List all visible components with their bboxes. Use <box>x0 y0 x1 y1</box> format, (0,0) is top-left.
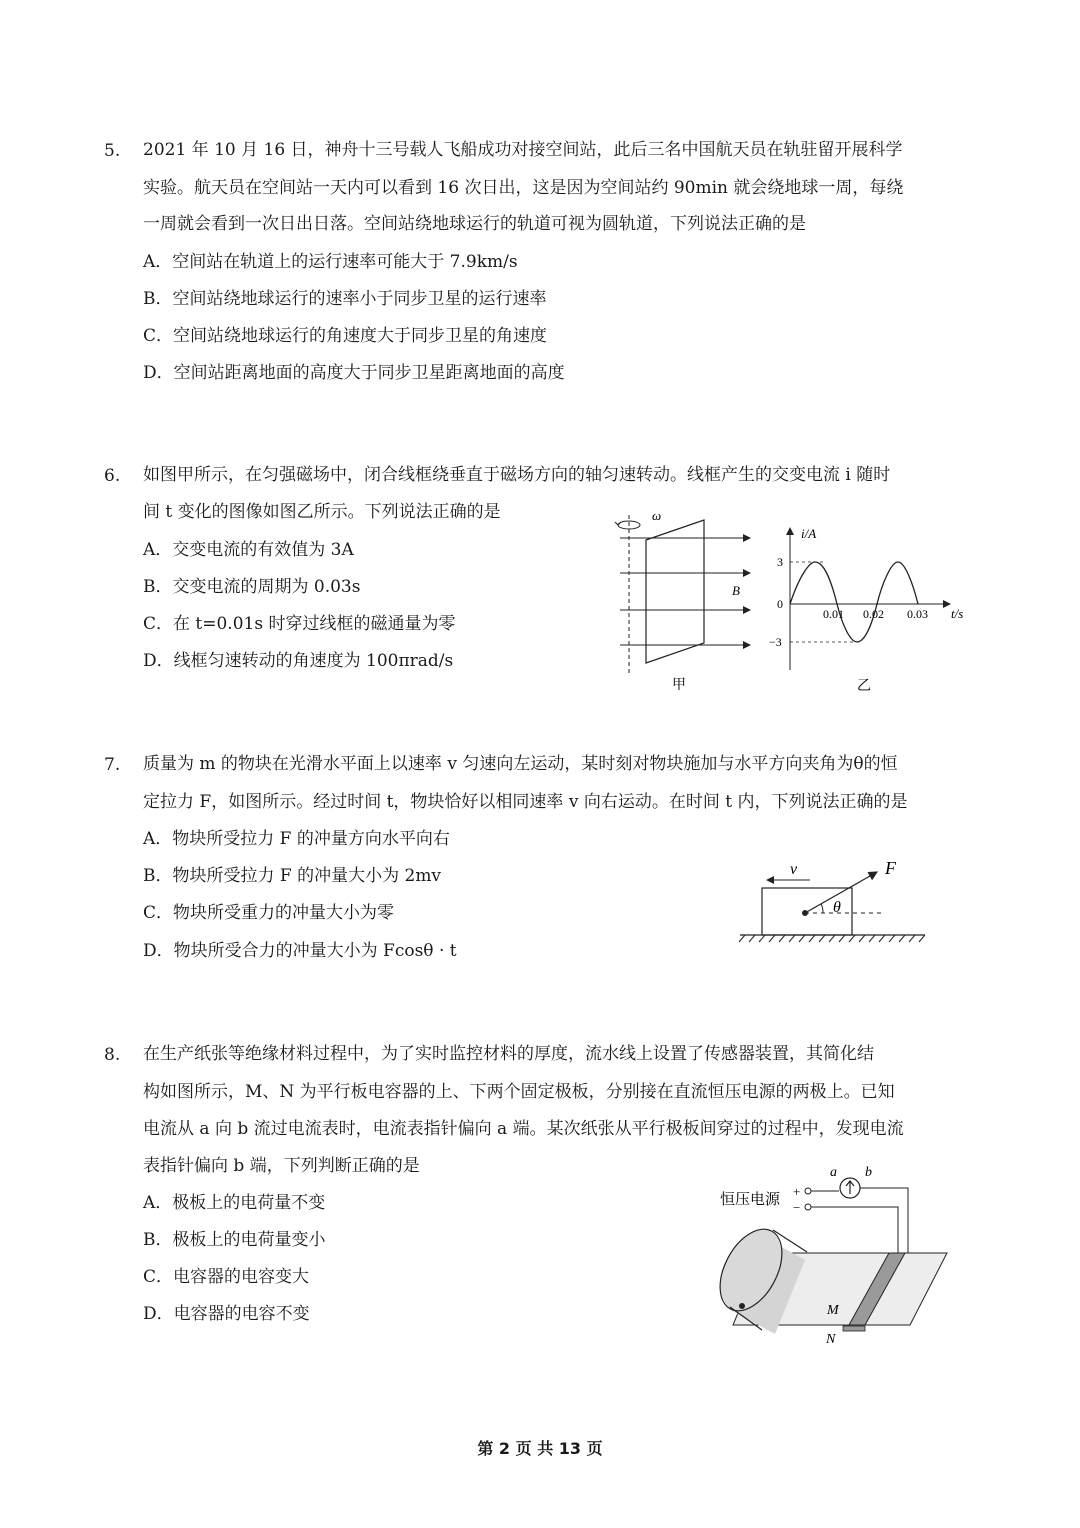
question-8-option-d[interactable]: D．电容器的电容不变 <box>143 1304 310 1324</box>
question-6-option-a[interactable]: A．交变电流的有效值为 3A <box>143 540 354 560</box>
question-5-stem-line-1: 2021 年 10 月 16 日，神舟十三号载人飞船成功对接空间站，此后三名中国航天员在轨驻留开展科学 <box>143 140 903 160</box>
question-8-number: 8. <box>104 1045 121 1065</box>
question-8-option-a[interactable]: A．极板上的电荷量不变 <box>143 1193 326 1213</box>
figure-capacitor-sensor <box>715 1160 955 1355</box>
question-5-stem-line-2: 实验。航天员在空间站一天内可以看到 16 次日出，这是因为空间站约 90min 就会绕地球一周，每绕 <box>143 178 904 198</box>
question-7-option-d[interactable]: D．物块所受合力的冲量大小为 Fcosθ · t <box>143 941 457 961</box>
terminal-a-label: a <box>830 1165 837 1180</box>
question-8-stem-line-1: 在生产纸张等绝缘材料过程中，为了实时监控材料的厚度，流水线上设置了传感器装置，其简化结 <box>143 1044 874 1064</box>
page-footer: 第 2 页 共 13 页 <box>477 1439 603 1458</box>
x-axis-label: t/s <box>951 606 964 621</box>
question-6-stem-line-1: 如图甲所示，在匀强磁场中，闭合线框绕垂直于磁场方向的轴匀速转动。线框产生的交变电流 i 随时 <box>143 465 891 485</box>
plus-label: + <box>793 1184 801 1199</box>
current-sine-curve <box>790 562 918 642</box>
question-7-option-c[interactable]: C．物块所受重力的冲量大小为零 <box>143 903 395 923</box>
question-6-stem-line-2: 间 t 变化的图像如图乙所示。下列说法正确的是 <box>143 502 501 522</box>
y-tick-neg3: −3 <box>769 635 782 649</box>
question-7-stem-line-1: 质量为 m 的物块在光滑水平面上以速率 v 匀速向左运动，某时刻对物块施加与水平方向夹角为θ的恒 <box>143 754 898 774</box>
figure-jia-caption: 甲 <box>672 678 686 693</box>
plate-n <box>843 1326 865 1331</box>
question-5-option-a[interactable]: A．空间站在轨道上的运行速率可能大于 7.9km/s <box>143 252 518 272</box>
question-8-stem-line-4: 表指针偏向 b 端，下列判断正确的是 <box>143 1156 420 1176</box>
question-5-option-b[interactable]: B．空间站绕地球运行的速率小于同步卫星的运行速率 <box>143 289 547 309</box>
angle-label: θ <box>833 899 841 916</box>
figure-rotating-loop <box>600 505 770 700</box>
question-8-stem-line-3: 电流从 a 向 b 流过电流表时，电流表指针偏向 a 端。某次纸张从平行极板间穿过的过程中，发现电流 <box>143 1119 904 1139</box>
figure-yi-caption: 乙 <box>857 679 871 694</box>
x-tick-003: 0.03 <box>907 607 928 621</box>
y-axis-label: i/A <box>801 526 817 541</box>
force-label: F <box>885 858 896 878</box>
question-8-option-b[interactable]: B．极板上的电荷量变小 <box>143 1230 326 1250</box>
question-7-option-b[interactable]: B．物块所受拉力 F 的冲量大小为 2mv <box>143 866 442 886</box>
plate-n-label: N <box>826 1332 836 1347</box>
x-tick-001: 0.01 <box>823 607 844 621</box>
x-tick-002: 0.02 <box>863 607 884 621</box>
y-tick-3: 3 <box>777 555 783 569</box>
figure-current-graph <box>765 520 975 700</box>
question-7-option-a[interactable]: A．物块所受拉力 F 的冲量方向水平向右 <box>143 829 450 849</box>
force-arrow <box>805 872 877 913</box>
question-8-option-c[interactable]: C．电容器的电容变大 <box>143 1267 310 1287</box>
field-label: B <box>732 583 740 598</box>
question-8-stem-line-2: 构如图所示，M、N 为平行板电容器的上、下两个固定极板，分别接在直流恒压电源的两极上。已知 <box>143 1082 895 1102</box>
question-6-option-d[interactable]: D．线框匀速转动的角速度为 100πrad/s <box>143 651 454 671</box>
plate-m-label: M <box>827 1303 839 1318</box>
question-6-option-c[interactable]: C．在 t=0.01s 时穿过线框的磁通量为零 <box>143 614 456 634</box>
question-6-number: 6. <box>104 466 121 486</box>
question-6-option-b[interactable]: B．交变电流的周期为 0.03s <box>143 577 361 597</box>
question-7-number: 7. <box>104 755 121 775</box>
question-5-number: 5. <box>104 141 121 161</box>
question-7-stem-line-2: 定拉力 F，如图所示。经过时间 t，物块恰好以相同速率 v 向右运动。在时间 t 内，下列说法正确的是 <box>143 792 908 812</box>
minus-label: − <box>793 1200 801 1215</box>
y-tick-0: 0 <box>777 597 783 611</box>
power-source-label: 恒压电源 <box>720 1192 781 1208</box>
question-5-option-c[interactable]: C．空间站绕地球运行的角速度大于同步卫星的角速度 <box>143 326 548 346</box>
velocity-label: v <box>790 861 798 878</box>
loop-frame <box>646 520 704 663</box>
omega-label: ω <box>652 508 662 523</box>
question-5-option-d[interactable]: D．空间站距离地面的高度大于同步卫星距离地面的高度 <box>143 363 565 383</box>
terminal-b-label: b <box>865 1165 872 1180</box>
figure-block-force <box>735 850 935 950</box>
question-5-stem-line-3: 一周就会看到一次日出日落。空间站绕地球运行的轨道可视为圆轨道，下列说法正确的是 <box>143 214 806 234</box>
